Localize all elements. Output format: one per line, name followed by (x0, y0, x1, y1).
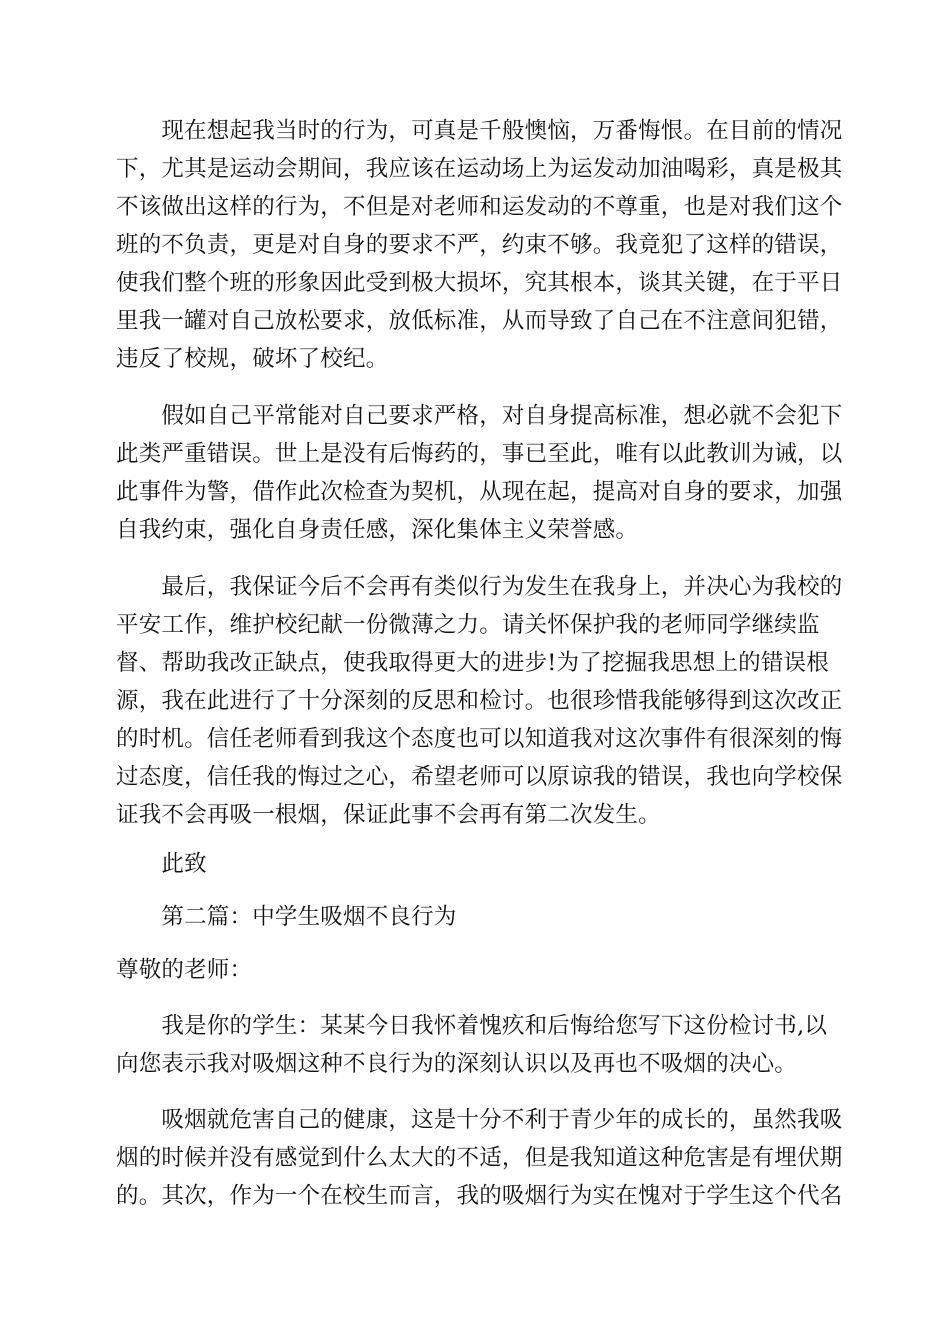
text-line: 违反了校规，破坏了校纪。 (116, 346, 389, 372)
text-line: 我是你的学生：某某今日我怀着愧疚和后悔给您写下这份检讨书,以 (116, 1013, 828, 1039)
text-line: 证我不会再吸一根烟，保证此事不会再有第二次发生。 (116, 802, 661, 828)
text-line: 班的不负责，更是对自身的要求不严，约束不够。我竟犯了这样的错误， (116, 232, 843, 258)
text-line: 使我们整个班的形象因此受到极大损坏，究其根本，谈其关键，在于平日 (116, 270, 843, 296)
text-line: 过态度，信任我的悔过之心，希望老师可以原谅我的错误，我也向学校保 (116, 764, 843, 790)
text-line: 第二篇：中学生吸烟不良行为 (116, 904, 457, 930)
text-line: 烟的时候并没有感觉到什么太大的不适，但是我知道这种危害是有埋伏期 (116, 1145, 843, 1171)
text-line: 自我约束，强化自身责任感，深化集体主义荣誉感。 (116, 517, 639, 543)
text-line: 源，我在此进行了十分深刻的反思和检讨。也很珍惜我能够得到这次改正 (116, 688, 843, 714)
text-line: 假如自己平常能对自己要求严格，对自身提高标准，想必就不会犯下 (116, 403, 843, 429)
text-line: 不该做出这样的行为，不但是对老师和运发动的不尊重，也是对我们这个 (116, 194, 843, 220)
text-line: 的。其次，作为一个在校生而言，我的吸烟行为实在愧对于学生这个代名 (116, 1183, 843, 1209)
text-line: 现在想起我当时的行为，可真是千般懊恼，万番悔恨。在目前的情况 (116, 118, 843, 144)
text-line: 尊敬的老师： (116, 957, 253, 983)
text-line: 下，尤其是运动会期间，我应该在运动场上为运发动加油喝彩，真是极其 (116, 156, 843, 182)
text-line: 里我一罐对自己放松要求，放低标准，从而导致了自己在不注意间犯错， (116, 308, 843, 334)
text-line: 的时机。信任老师看到我这个态度也可以知道我对这次事件有很深刻的悔 (116, 726, 843, 752)
text-line: 督、帮助我改正缺点，使我取得更大的进步!为了挖掘我思想上的错误根 (116, 650, 829, 676)
text-line: 此事件为警，借作此次检查为契机，从现在起，提高对自身的要求，加强 (116, 479, 843, 505)
text-line: 吸烟就危害自己的健康，这是十分不利于青少年的成长的，虽然我吸 (116, 1107, 843, 1133)
text-line: 此致 (116, 851, 207, 877)
text-line: 最后，我保证今后不会再有类似行为发生在我身上，并决心为我校的 (116, 574, 843, 600)
text-line: 平安工作，维护校纪献一份微薄之力。请关怀保护我的老师同学继续监 (116, 612, 820, 638)
text-line: 此类严重错误。世上是没有后悔药的，事已至此，唯有以此教训为诫，以 (116, 441, 843, 467)
text-line: 向您表示我对吸烟这种不良行为的深刻认识以及再也不吸烟的决心。 (116, 1051, 798, 1077)
